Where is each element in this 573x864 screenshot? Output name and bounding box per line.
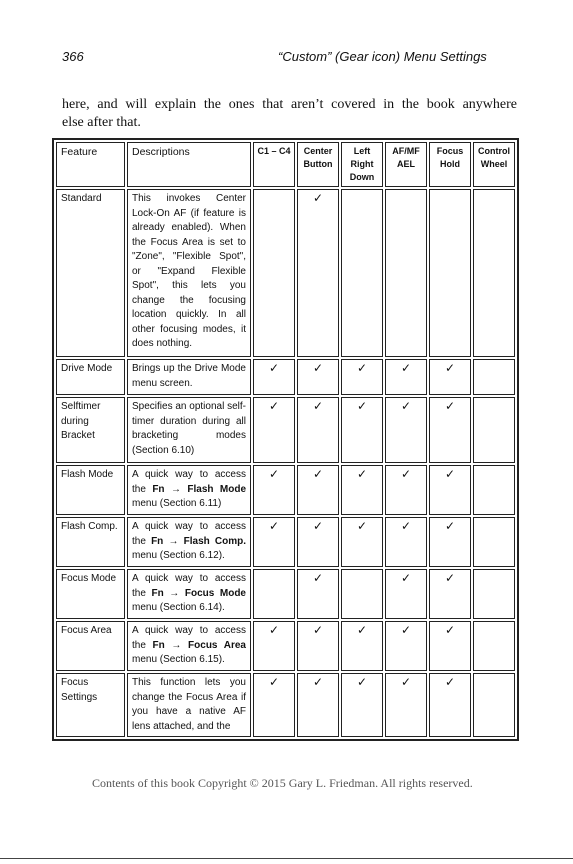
feature-cell: Standard (56, 189, 125, 357)
check-cell (473, 621, 515, 671)
header-center-button: Center Button (297, 142, 339, 187)
check-cell: ✓ (385, 517, 427, 567)
check-cell: ✓ (429, 673, 471, 737)
check-cell: ✓ (297, 397, 339, 463)
check-cell: ✓ (341, 359, 383, 395)
header-feature: Feature (56, 142, 125, 187)
header-left-right-down: Left Right Down (341, 142, 383, 187)
description-cell: This function lets you change the Focus Area if you have a native AF lens attached, and the (127, 673, 251, 737)
check-cell (473, 359, 515, 395)
feature-cell: Flash Mode (56, 465, 125, 515)
arrow-icon: → (170, 483, 181, 495)
check-cell: ✓ (297, 189, 339, 357)
feature-cell: Focus Area (56, 621, 125, 671)
feature-cell: Focus Mode (56, 569, 125, 619)
check-cell (473, 397, 515, 463)
table-row (56, 569, 515, 619)
check-cell: ✓ (385, 465, 427, 515)
check-cell: ✓ (341, 673, 383, 737)
check-cell: ✓ (253, 359, 295, 395)
check-cell (341, 189, 383, 357)
copyright-footer: Contents of this book Copyright © 2015 Gary L. Friedman. All rights reserved. (92, 776, 473, 790)
feature-cell: Focus Settings (56, 673, 125, 737)
check-cell: ✓ (429, 359, 471, 395)
intro-line-1: here, and will explain the ones that aren’t covered in the book anywhere (62, 97, 517, 112)
feature-cell: Flash Comp. (56, 517, 125, 567)
check-cell (385, 189, 427, 357)
feature-cell: Drive Mode (56, 359, 125, 395)
check-cell: ✓ (253, 621, 295, 671)
check-cell: ✓ (385, 569, 427, 619)
table-row (56, 359, 515, 395)
description-cell: A quick way to access the Fn → Flash Mode menu (Section 6.11) (127, 465, 251, 515)
table-row (56, 397, 515, 463)
table-row (56, 517, 515, 567)
table-row (56, 465, 515, 515)
page-bottom-rule (0, 858, 573, 859)
check-cell (473, 673, 515, 737)
running-title: “Custom” (Gear icon) Menu Settings (278, 49, 487, 64)
check-cell (473, 517, 515, 567)
check-cell (473, 465, 515, 515)
header-control-wheel: Control Wheel (473, 142, 515, 187)
header-descriptions: Descriptions (127, 142, 251, 187)
description-cell: Specifies an optional self-timer duration during all bracketing modes (Section 6.10) (127, 397, 251, 463)
check-cell: ✓ (385, 673, 427, 737)
intro-line-2: else after that. (62, 115, 141, 130)
header-af-mf-ael: AF/MF AEL (385, 142, 427, 187)
header-focus-hold: Focus Hold (429, 142, 471, 187)
check-cell: ✓ (297, 465, 339, 515)
description-cell: A quick way to access the Fn → Focus Area menu (Section 6.15). (127, 621, 251, 671)
table-row (56, 621, 515, 671)
check-cell (253, 189, 295, 357)
check-cell: ✓ (253, 673, 295, 737)
custom-key-settings-table (52, 138, 519, 741)
arrow-icon: → (171, 639, 182, 651)
intro-paragraph (62, 96, 517, 132)
check-cell (253, 569, 295, 619)
check-cell (473, 569, 515, 619)
check-cell: ✓ (429, 517, 471, 567)
check-cell: ✓ (429, 569, 471, 619)
check-cell: ✓ (297, 569, 339, 619)
check-cell: ✓ (429, 465, 471, 515)
description-cell: A quick way to access the Fn → Flash Comp. menu (Section 6.12). (127, 517, 251, 567)
check-cell: ✓ (341, 621, 383, 671)
arrow-icon: → (168, 535, 179, 547)
arrow-icon: → (169, 587, 180, 599)
feature-cell: Selftimer during Bracket (56, 397, 125, 463)
check-cell: ✓ (429, 621, 471, 671)
check-cell: ✓ (297, 359, 339, 395)
check-cell (429, 189, 471, 357)
table-row (56, 673, 515, 737)
check-cell: ✓ (253, 465, 295, 515)
page-number: 366 (62, 49, 84, 64)
check-cell: ✓ (341, 397, 383, 463)
description-cell: This invokes Center Lock-On AF (if feature is already enabled). When the Focus Area is set to "Zone", "Flexible Spot", or "Expand Flexible Spot", this lets you change the focusing location quickly. In all other focusing modes, it does nothing. (127, 189, 251, 357)
check-cell: ✓ (341, 465, 383, 515)
check-cell: ✓ (297, 517, 339, 567)
description-cell: Brings up the Drive Mode menu screen. (127, 359, 251, 395)
check-cell: ✓ (341, 517, 383, 567)
table-row (56, 189, 515, 357)
description-cell: A quick way to access the Fn → Focus Mode menu (Section 6.14). (127, 569, 251, 619)
check-cell: ✓ (429, 397, 471, 463)
check-cell: ✓ (385, 397, 427, 463)
check-cell: ✓ (297, 621, 339, 671)
table-header-row (56, 142, 515, 187)
check-cell: ✓ (253, 397, 295, 463)
check-cell (473, 189, 515, 357)
check-cell (341, 569, 383, 619)
check-cell: ✓ (297, 673, 339, 737)
check-cell: ✓ (253, 517, 295, 567)
check-cell: ✓ (385, 359, 427, 395)
check-cell: ✓ (385, 621, 427, 671)
header-c1-c4: C1 – C4 (253, 142, 295, 187)
